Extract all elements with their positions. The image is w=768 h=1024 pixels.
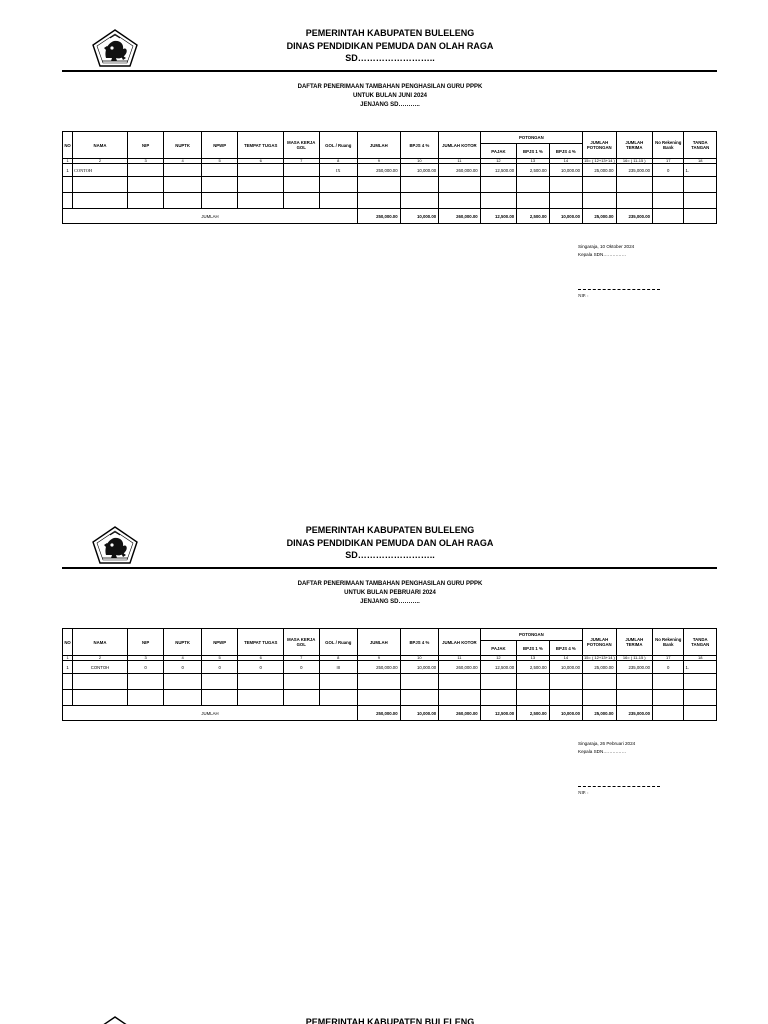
- total-jumlah-potongan: 25,000.00: [583, 209, 616, 224]
- header-line-1: PEMERINTAH KABUPATEN BULELENG: [305, 1017, 475, 1024]
- col-jumlah-potongan: JUMLAH POTONGAN: [583, 132, 616, 159]
- col-jumlah-kotor: JUMLAH KOTOR: [439, 132, 481, 159]
- col-npwp: NPWP: [201, 132, 238, 159]
- total-jumlah: 250,000.00: [358, 706, 401, 721]
- index-cell: 9: [358, 159, 401, 164]
- col-bpjs-1: BPJS 1 %: [517, 144, 549, 159]
- col-nuptk: NUPTK: [164, 629, 202, 656]
- index-cell: 4: [164, 159, 202, 164]
- index-cell: 9: [358, 656, 401, 661]
- total-bpjs-4: 10,000.00: [400, 706, 439, 721]
- index-cell: 14: [549, 656, 582, 661]
- cell-pajak: 12,500.00: [480, 661, 517, 674]
- index-cell: 18: [684, 656, 717, 661]
- index-cell: 6: [238, 159, 284, 164]
- index-cell: 5: [201, 159, 238, 164]
- cell-tempat-tugas: [238, 164, 284, 177]
- index-cell: 15= ( 12+13+14 ): [584, 655, 615, 660]
- cell-jumlah: 250,000.00: [358, 661, 401, 674]
- cell-tempat-tugas: 0: [238, 661, 284, 674]
- col-bpjs-4b: BPJS 4 %: [549, 641, 582, 656]
- index-cell: 1: [63, 656, 73, 661]
- empty-row: [63, 674, 717, 690]
- index-cell: 17: [653, 159, 684, 164]
- payment-table: [62, 628, 717, 721]
- document-month: UNTUK BULAN PEBRUARI 2024: [344, 590, 436, 596]
- cell-jumlah-terima: 235,000.00: [616, 164, 653, 177]
- cell-bpjs-4: 10,000.00: [400, 164, 439, 177]
- empty-row: [63, 177, 717, 193]
- cell-tanda-tangan: 1.: [684, 661, 717, 674]
- document-level: JENJANG SD………..: [360, 599, 420, 605]
- col-jumlah-potongan: JUMLAH POTONGAN: [583, 629, 616, 656]
- total-label: JUMLAH: [63, 209, 358, 224]
- col-masa-kerja: MASA KERJA GOL: [284, 629, 319, 656]
- col-jumlah: JUMLAH: [358, 629, 401, 656]
- signature-line: [578, 786, 660, 787]
- document-month: UNTUK BULAN JUNI 2024: [352, 93, 427, 99]
- table-row: [63, 164, 717, 177]
- cell-no-rekening: 0: [653, 661, 684, 674]
- regency-emblem: [90, 1015, 140, 1024]
- document-page-2: [0, 497, 768, 997]
- index-cell: 7: [284, 656, 319, 661]
- header-divider: [62, 70, 717, 72]
- total-bpjs-4: 10,000.00: [400, 209, 439, 224]
- signature-line: [578, 289, 660, 290]
- col-potongan: POTONGAN: [480, 629, 582, 641]
- index-cell: 5: [201, 656, 238, 661]
- payment-table: [62, 131, 717, 224]
- cell-bpjs-4b: 10,000.00: [549, 661, 582, 674]
- index-cell: 8: [319, 159, 358, 164]
- place-date: Singaraja, 10 Oktober 2024: [578, 244, 635, 249]
- cell-bpjs-4: 10,000.00: [400, 661, 439, 674]
- cell-no: 1: [63, 164, 73, 177]
- cell-nama: CONTOH: [73, 164, 128, 177]
- header-line-1: PEMERINTAH KABUPATEN BULELENG: [305, 525, 475, 535]
- cell-gol-ruang: III: [319, 661, 358, 674]
- index-cell: 4: [164, 656, 202, 661]
- cell-jumlah-potongan: 25,000.00: [583, 164, 616, 177]
- index-cell: 12: [480, 159, 517, 164]
- header-line-2: DINAS PENDIDIKAN PEMUDA DAN OLAH RAGA: [286, 538, 494, 548]
- header-line-3: SD……………………..: [345, 550, 435, 560]
- document-level: JENJANG SD………..: [360, 102, 420, 108]
- col-jumlah-terima: JUMLAH TERIMA: [616, 629, 653, 656]
- col-pajak: PAJAK: [480, 641, 517, 656]
- index-cell: 8: [319, 656, 358, 661]
- cell-masa-kerja: 0: [284, 661, 319, 674]
- index-cell: 10: [400, 656, 439, 661]
- col-masa-kerja: MASA KERJA GOL: [284, 132, 319, 159]
- cell-nuptk: 0: [164, 661, 202, 674]
- col-gol-ruang: GOL / Ruang: [319, 132, 358, 159]
- document-page-1: [0, 0, 768, 500]
- index-cell: 12: [480, 656, 517, 661]
- col-jumlah-terima: JUMLAH TERIMA: [616, 132, 653, 159]
- document-title: DAFTAR PENERIMAAN TAMBAHAN PENGHASILAN GURU PPPK: [297, 84, 483, 90]
- index-cell: 1: [63, 159, 73, 164]
- index-cell: 14: [549, 159, 582, 164]
- cell-jumlah: 250,000.00: [358, 164, 401, 177]
- index-cell: 11: [439, 159, 481, 164]
- empty-row: [63, 690, 717, 706]
- total-bpjs-1: 2,500.00: [517, 209, 549, 224]
- col-nip: NIP: [127, 629, 164, 656]
- emblem-icon: [90, 1015, 140, 1024]
- cell-jumlah-kotor: 260,000.00: [439, 661, 481, 674]
- col-no: NO: [63, 629, 73, 656]
- cell-nuptk: [164, 164, 202, 177]
- total-jumlah-terima: 235,000.00: [616, 209, 653, 224]
- col-no-rekening: No Rekening Bank: [653, 629, 684, 656]
- col-jumlah: JUMLAH: [358, 132, 401, 159]
- total-bpjs-4b: 10,000.00: [549, 209, 582, 224]
- total-bpjs-1: 2,500.00: [517, 706, 549, 721]
- col-nuptk: NUPTK: [164, 132, 202, 159]
- regency-emblem: [90, 28, 140, 68]
- total-jumlah-potongan: 25,000.00: [583, 706, 616, 721]
- cell-nama: CONTOH: [73, 661, 128, 674]
- principal-title: Kepala SDN……………: [578, 749, 627, 754]
- col-no-rekening: No Rekening Bank: [653, 132, 684, 159]
- index-cell: 16= ( 11-15 ): [616, 656, 653, 661]
- emblem-icon: [90, 525, 140, 565]
- document-title: DAFTAR PENERIMAAN TAMBAHAN PENGHASILAN GURU PPPK: [297, 581, 483, 587]
- total-jumlah: 250,000.00: [358, 209, 401, 224]
- index-cell: 13: [517, 656, 549, 661]
- cell-jumlah-kotor: 260,000.00: [439, 164, 481, 177]
- index-cell: 18: [684, 159, 717, 164]
- col-nip: NIP: [127, 132, 164, 159]
- cell-bpjs-4b: 10,000.00: [549, 164, 582, 177]
- table-row: [63, 661, 717, 674]
- total-label: JUMLAH: [63, 706, 358, 721]
- index-cell: 6: [238, 656, 284, 661]
- index-cell: 2: [73, 656, 128, 661]
- index-cell: 11: [439, 656, 481, 661]
- total-row: [63, 209, 717, 224]
- col-tempat-tugas: TEMPAT TUGAS: [238, 132, 284, 159]
- document-page-3: [0, 993, 768, 1024]
- cell-pajak: 12,500.00: [480, 164, 517, 177]
- empty-row: [63, 193, 717, 209]
- col-jumlah-kotor: JUMLAH KOTOR: [439, 629, 481, 656]
- place-date: Singaraja, 26 Pebruari 2024: [578, 741, 636, 746]
- index-cell: 2: [73, 159, 128, 164]
- total-jumlah-kotor: 260,000.00: [439, 706, 481, 721]
- nip-label: NIP. :: [578, 790, 589, 795]
- principal-title: Kepala SDN……………: [578, 252, 627, 257]
- index-cell: 7: [284, 159, 319, 164]
- cell-nip: [127, 164, 164, 177]
- index-cell: 13: [517, 159, 549, 164]
- header-line-3: SD……………………..: [345, 53, 435, 63]
- total-jumlah-terima: 235,000.00: [616, 706, 653, 721]
- cell-bpjs-1: 2,500.00: [517, 164, 549, 177]
- col-tanda-tangan: TANDA TANGAN: [684, 629, 717, 656]
- index-cell: 10: [400, 159, 439, 164]
- cell-gol-ruang: IX: [319, 164, 358, 177]
- emblem-icon: [90, 28, 140, 68]
- total-bpjs-4b: 10,000.00: [549, 706, 582, 721]
- cell-npwp: 0: [201, 661, 238, 674]
- col-bpjs-1: BPJS 1 %: [517, 641, 549, 656]
- nip-label: NIP. :: [578, 293, 589, 298]
- col-bpjs-4b: BPJS 4 %: [549, 144, 582, 159]
- header-line-2: DINAS PENDIDIKAN PEMUDA DAN OLAH RAGA: [286, 41, 494, 51]
- index-cell: 17: [653, 656, 684, 661]
- col-pajak: PAJAK: [480, 144, 517, 159]
- index-cell: 16= ( 11-15 ): [616, 159, 653, 164]
- header-line-1: PEMERINTAH KABUPATEN BULELENG: [305, 28, 475, 38]
- col-tempat-tugas: TEMPAT TUGAS: [238, 629, 284, 656]
- header-divider: [62, 567, 717, 569]
- col-nama: NAMA: [73, 629, 128, 656]
- index-cell: 15= ( 12+13+14 ): [584, 158, 615, 163]
- cell-bpjs-1: 2,500.00: [517, 661, 549, 674]
- cell-tanda-tangan: 1.: [684, 164, 717, 177]
- index-cell: 3: [127, 656, 164, 661]
- col-tanda-tangan: TANDA TANGAN: [684, 132, 717, 159]
- cell-npwp: [201, 164, 238, 177]
- col-no: NO: [63, 132, 73, 159]
- cell-jumlah-potongan: 25,000.00: [583, 661, 616, 674]
- cell-masa-kerja: [284, 164, 319, 177]
- index-cell: 3: [127, 159, 164, 164]
- col-npwp: NPWP: [201, 629, 238, 656]
- col-nama: NAMA: [73, 132, 128, 159]
- total-pajak: 12,500.00: [480, 209, 517, 224]
- total-pajak: 12,500.00: [480, 706, 517, 721]
- cell-no: 1: [63, 661, 73, 674]
- regency-emblem: [90, 525, 140, 565]
- cell-no-rekening: 0: [653, 164, 684, 177]
- cell-jumlah-terima: 235,000.00: [616, 661, 653, 674]
- cell-nip: 0: [127, 661, 164, 674]
- col-gol-ruang: GOL / Ruang: [319, 629, 358, 656]
- total-row: [63, 706, 717, 721]
- total-jumlah-kotor: 260,000.00: [439, 209, 481, 224]
- col-bpjs-4: BPJS 4 %: [400, 132, 439, 159]
- col-potongan: POTONGAN: [480, 132, 582, 144]
- col-bpjs-4: BPJS 4 %: [400, 629, 439, 656]
